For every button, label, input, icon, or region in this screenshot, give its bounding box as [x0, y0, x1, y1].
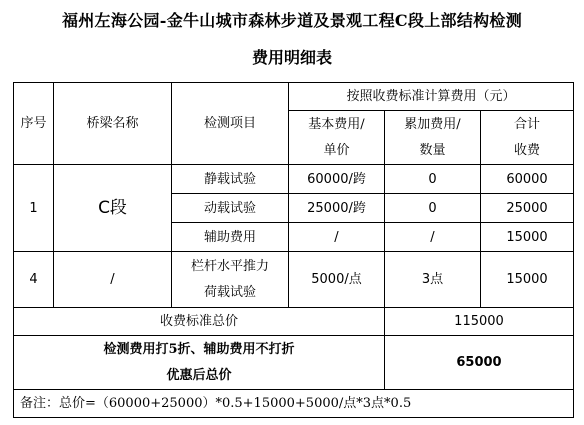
- row-bridge-name: C段: [54, 165, 172, 252]
- row-base-fee: 60000/跨: [289, 165, 385, 194]
- row-extra-fee: 0: [385, 165, 481, 194]
- row-total-fee: 15000: [481, 223, 574, 252]
- summary-row: [14, 308, 574, 336]
- header-extra-fee-line2: 数量: [419, 142, 446, 158]
- discount-total-label-line1: 检测费用打5折、辅助费用不打折: [103, 341, 295, 357]
- row-total-fee: 15000: [481, 252, 574, 308]
- header-base-fee: [289, 111, 385, 165]
- document-subtitle: 费用明细表: [251, 48, 332, 67]
- header-seq: 序号: [14, 83, 54, 165]
- standard-total-label: 收费标准总价: [14, 308, 385, 336]
- discount-row: [14, 336, 574, 390]
- row-base-fee: 25000/跨: [289, 194, 385, 223]
- header-base-fee-line2: 单价: [323, 142, 350, 158]
- row-seq: 4: [14, 252, 54, 308]
- header-total-fee: [481, 111, 574, 165]
- row-test-item-line2: 荷载试验: [203, 284, 256, 300]
- header-total-fee-line1: 合计: [513, 116, 540, 132]
- discount-total-label: [14, 336, 385, 390]
- header-fee-group: 按照收费标准计算费用（元）: [289, 83, 574, 111]
- header-extra-fee: [385, 111, 481, 165]
- row-base-fee: /: [289, 223, 385, 252]
- header-total-fee-line2: 收费: [513, 142, 540, 158]
- row-test-item: 静载试验: [172, 165, 289, 194]
- note-row: [14, 390, 574, 418]
- row-test-item: 辅助费用: [172, 223, 289, 252]
- standard-total-value: 115000: [385, 308, 574, 336]
- discount-total-label-line2: 优惠后总价: [166, 367, 232, 383]
- discount-total-value: 65000: [385, 336, 574, 390]
- header-row: [14, 83, 574, 111]
- row-extra-fee: 3点: [385, 252, 481, 308]
- row-bridge-name: /: [54, 252, 172, 308]
- header-extra-fee-line1: 累加费用/: [404, 116, 461, 132]
- fee-table: [13, 82, 574, 418]
- header-base-fee-line1: 基本费用/: [308, 116, 365, 132]
- row-extra-fee: 0: [385, 194, 481, 223]
- header-bridge-name: 桥梁名称: [54, 83, 172, 165]
- row-test-item-line1: 栏杆水平推力: [190, 258, 269, 274]
- table-row: [14, 165, 574, 194]
- header-test-item: 检测项目: [172, 83, 289, 165]
- row-seq: 1: [14, 165, 54, 252]
- row-extra-fee: /: [385, 223, 481, 252]
- row-test-item: [172, 252, 289, 308]
- row-test-item: 动载试验: [172, 194, 289, 223]
- row-total-fee: 25000: [481, 194, 574, 223]
- row-base-fee: 5000/点: [289, 252, 385, 308]
- note-text: 备注：总价=（60000+25000）*0.5+15000+5000/点*3点*0.5: [14, 390, 574, 418]
- row-total-fee: 60000: [481, 165, 574, 194]
- table-row: [14, 252, 574, 308]
- document-title: 福州左海公园-金牛山城市森林步道及景观工程C段上部结构检测: [61, 11, 523, 30]
